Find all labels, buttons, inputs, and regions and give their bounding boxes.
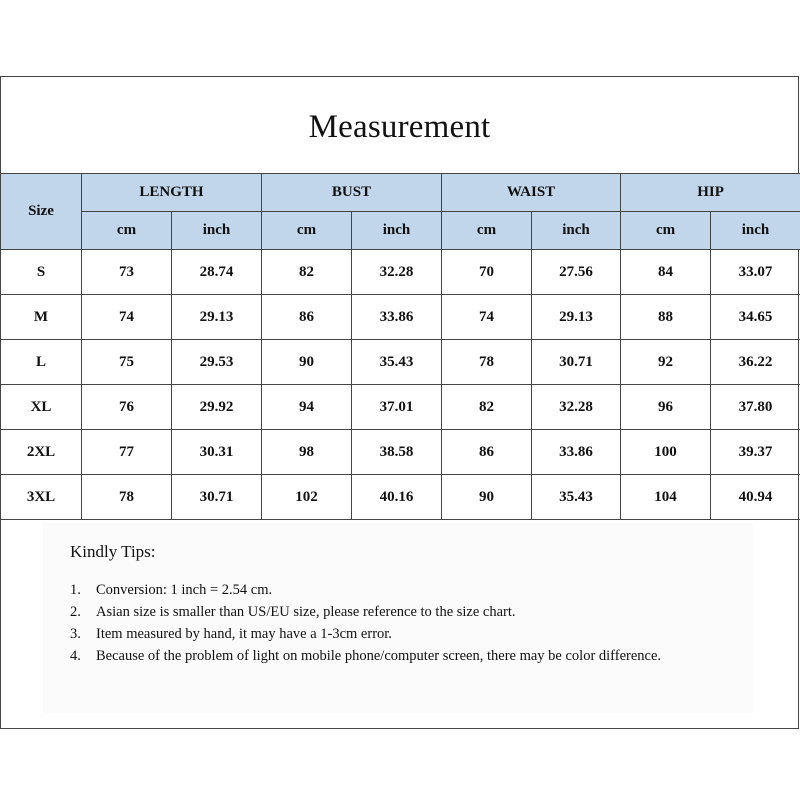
table-row [1,430,800,475]
value-cell: 98 [262,430,352,475]
value-cell: 39.37 [711,430,800,475]
tip-text: Asian size is smaller than US/EU size, please reference to the size chart. [96,604,516,620]
table-row [1,295,800,340]
tip-number: 1. [70,582,81,598]
tip-item [70,601,753,623]
value-cell: 33.07 [711,250,800,295]
size-cell: 3XL [1,475,82,520]
tip-number: 3. [70,626,81,642]
value-cell: 33.86 [532,430,621,475]
value-cell: 96 [621,385,711,430]
unit-header-row [1,212,800,250]
group-header-bust: BUST [262,174,442,212]
measurement-card [0,76,799,729]
value-cell: 92 [621,340,711,385]
table-row [1,250,800,295]
value-cell: 104 [621,475,711,520]
value-cell: 70 [442,250,532,295]
value-cell: 74 [442,295,532,340]
value-cell: 30.31 [172,430,262,475]
table-row [1,475,800,520]
value-cell: 90 [262,340,352,385]
value-cell: 36.22 [711,340,800,385]
value-cell: 37.80 [711,385,800,430]
value-cell: 82 [442,385,532,430]
page-title: Measurement [308,108,491,145]
unit-header: cm [82,212,172,250]
tip-text: Item measured by hand, it may have a 1-3cm error. [96,626,392,642]
value-cell: 34.65 [711,295,800,340]
unit-header: inch [532,212,621,250]
value-cell: 88 [621,295,711,340]
unit-header: cm [621,212,711,250]
value-cell: 37.01 [352,385,442,430]
value-cell: 27.56 [532,250,621,295]
tip-item [70,579,753,601]
value-cell: 86 [442,430,532,475]
value-cell: 29.92 [172,385,262,430]
unit-header: inch [711,212,800,250]
value-cell: 29.53 [172,340,262,385]
size-table-body [1,250,800,520]
tip-text: Because of the problem of light on mobile phone/computer screen, there may be color difference. [96,648,662,664]
table-row [1,385,800,430]
size-cell: S [1,250,82,295]
size-cell: XL [1,385,82,430]
unit-header: cm [262,212,352,250]
value-cell: 30.71 [172,475,262,520]
tip-number: 2. [70,604,81,620]
group-header-hip: HIP [621,174,800,212]
value-cell: 78 [442,340,532,385]
value-cell: 78 [82,475,172,520]
unit-header: cm [442,212,532,250]
size-cell: L [1,340,82,385]
value-cell: 90 [442,475,532,520]
value-cell: 33.86 [352,295,442,340]
size-header: Size [1,174,82,250]
size-table [0,173,800,520]
tips-heading: Kindly Tips: [70,542,156,561]
value-cell: 40.94 [711,475,800,520]
value-cell: 84 [621,250,711,295]
title-band [1,77,798,173]
value-cell: 82 [262,250,352,295]
tips-box [43,523,753,713]
tip-number: 4. [70,648,81,664]
size-cell: 2XL [1,430,82,475]
table-row [1,340,800,385]
group-header-row [1,174,800,212]
value-cell: 76 [82,385,172,430]
value-cell: 29.13 [532,295,621,340]
value-cell: 32.28 [352,250,442,295]
tips-list [70,579,753,667]
group-header-waist: WAIST [442,174,621,212]
value-cell: 74 [82,295,172,340]
value-cell: 86 [262,295,352,340]
value-cell: 75 [82,340,172,385]
value-cell: 73 [82,250,172,295]
value-cell: 102 [262,475,352,520]
value-cell: 38.58 [352,430,442,475]
value-cell: 30.71 [532,340,621,385]
tip-text: Conversion: 1 inch = 2.54 cm. [96,582,273,598]
value-cell: 28.74 [172,250,262,295]
tip-item [70,645,753,667]
size-cell: M [1,295,82,340]
value-cell: 29.13 [172,295,262,340]
value-cell: 35.43 [532,475,621,520]
unit-header: inch [352,212,442,250]
unit-header: inch [172,212,262,250]
value-cell: 94 [262,385,352,430]
value-cell: 100 [621,430,711,475]
value-cell: 40.16 [352,475,442,520]
tip-item [70,623,753,645]
value-cell: 35.43 [352,340,442,385]
group-header-length: LENGTH [82,174,262,212]
value-cell: 77 [82,430,172,475]
value-cell: 32.28 [532,385,621,430]
